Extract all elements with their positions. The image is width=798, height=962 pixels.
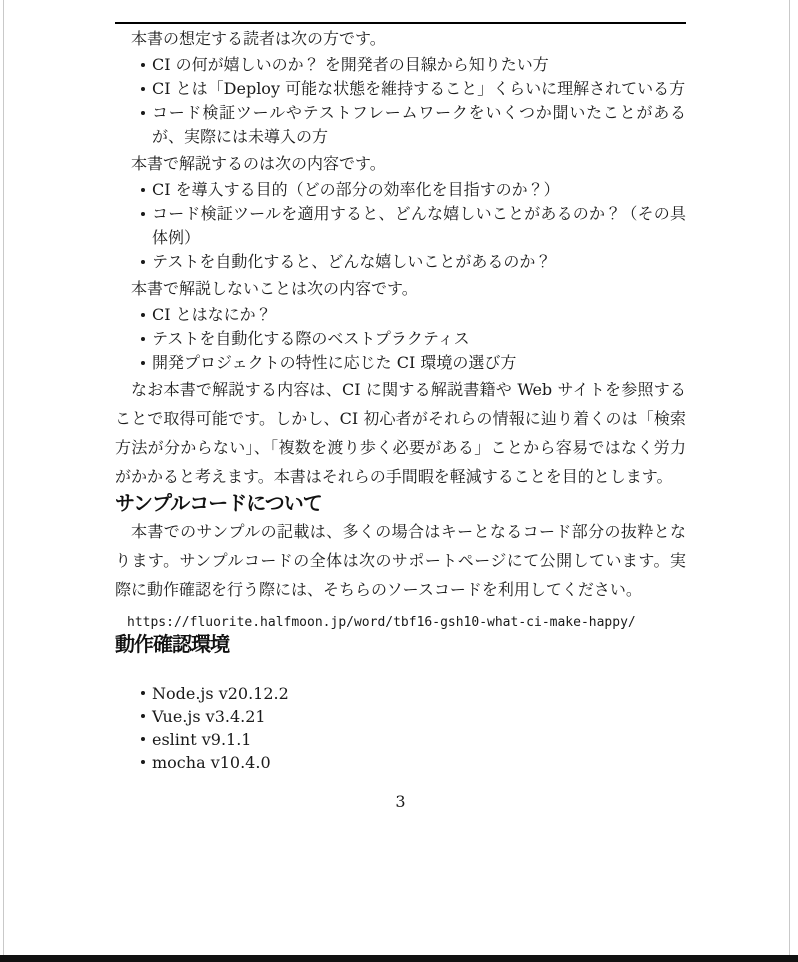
list-item: テストを自動化する際のベストプラクティス <box>115 327 686 351</box>
page-left-border <box>3 0 4 955</box>
list-item: テストを自動化すると、どんな嬉しいことがあるのか？ <box>115 250 686 274</box>
list-item: CI の何が嬉しいのか？ を開発者の目線から知りたい方 <box>115 53 686 77</box>
list-item: Node.js v20.12.2 <box>115 682 686 705</box>
list-item: eslint v9.1.1 <box>115 728 686 751</box>
list-item: mocha v10.4.0 <box>115 751 686 774</box>
page-right-border <box>789 0 790 955</box>
list-item: コード検証ツールを適用すると、どんな嬉しいことがあるのか？（その具体例） <box>115 202 686 250</box>
environment-heading: 動作確認環境 <box>115 634 229 656</box>
list-item: 開発プロジェクトの特性に応じた CI 環境の選び方 <box>115 351 686 375</box>
covers-lead-paragraph: 本書で解説するのは次の内容です。 <box>131 154 386 173</box>
sample-code-paragraph: 本書でのサンプルの記載は、多くの場合はキーとなるコード部分の抜粋となります。サンプルコードの全体は次のサポートページにて公開しています。実際に動作確認を行う際には、そちらのソースコードを利用してください。 <box>115 522 686 599</box>
page-number: 3 <box>395 792 406 811</box>
audience-lead-paragraph: 本書の想定する読者は次の方です。 <box>131 29 386 48</box>
page-content <box>115 0 686 812</box>
list-item: CI とは「Deploy 可能な状態を維持すること」くらいに理解されている方 <box>115 77 686 101</box>
note-paragraph: なお本書で解説する内容は、CI に関する解説書籍や Web サイトを参照することで取得可能です。しかし、CI 初心者がそれらの情報に辿り着くのは「検索方法が分からない」、「複数を渡り歩く必要がある」ことから容易ではなく労力がかかると考えます。本書はそれらの手間暇を軽減することを目的とします。 <box>115 380 686 486</box>
list-item: Vue.js v3.4.21 <box>115 705 686 728</box>
sample-code-heading: サンプルコードについて <box>115 493 322 515</box>
not-covers-list <box>115 303 686 375</box>
audience-list <box>115 53 686 149</box>
page-bottom-separator <box>0 955 798 962</box>
list-item: コード検証ツールやテストフレームワークをいくつか聞いたことがあるが、実際には未導入の方 <box>115 101 686 149</box>
not-covers-lead-paragraph: 本書で解説しないことは次の内容です。 <box>131 279 418 298</box>
environment-list <box>115 682 686 774</box>
list-item: CI とはなにか？ <box>115 303 686 327</box>
support-page-url: https://fluorite.halfmoon.jp/word/tbf16-gsh10-what-ci-make-happy/ <box>127 615 636 630</box>
covers-list <box>115 178 686 274</box>
list-item: CI を導入する目的（どの部分の効率化を目指すのか？） <box>115 178 686 202</box>
